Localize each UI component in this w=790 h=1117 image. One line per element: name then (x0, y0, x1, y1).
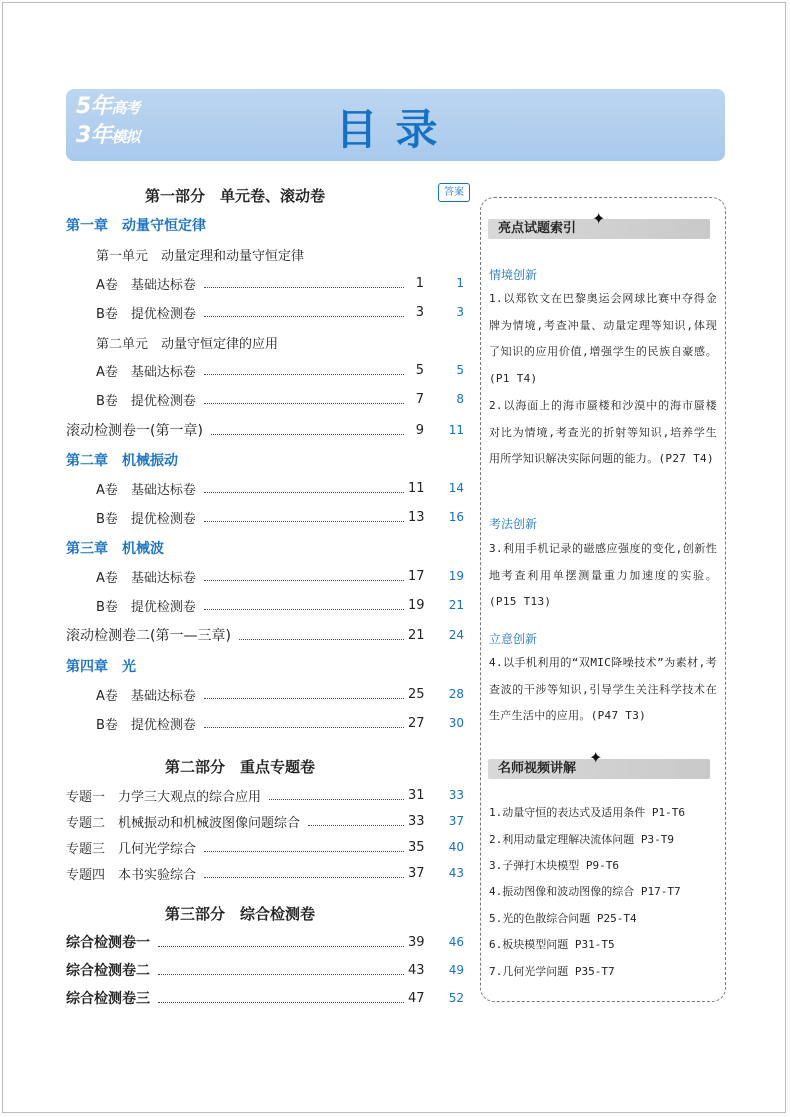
toc-row-exam2[interactable]: 综合检测卷二 43 49 (66, 962, 464, 979)
part3-title: 第三部分 综合检测卷 (165, 905, 316, 923)
answer-tag: 答案 (438, 183, 470, 202)
toc-row-c3b[interactable]: B卷 提优检测卷 19 21 (96, 597, 464, 615)
chapter4-title[interactable]: 第四章 光 (66, 659, 136, 675)
toc-row-c4a[interactable]: A卷 基础达标卷 25 28 (96, 686, 464, 704)
category-concept: 立意创新 (489, 632, 538, 646)
video-item[interactable]: 4.振动图像和波动图像的综合 P17-T7 (489, 885, 681, 898)
video-item[interactable]: 1.动量守恒的表达式及适用条件 P1-T6 (489, 806, 685, 819)
category-method: 考法创新 (489, 517, 538, 531)
highlights-header: 亮点试题索引 (488, 219, 710, 239)
toc-row-u2a[interactable]: A卷 基础达标卷 5 5 (96, 362, 464, 380)
toc-row-u1b[interactable]: B卷 提优检测卷 3 3 (96, 304, 464, 322)
toc-row-topic3[interactable]: 专题三 几何光学综合 35 40 (66, 839, 464, 857)
sparkle-icon: ✦ (592, 209, 606, 228)
header-banner (66, 89, 725, 161)
part2-title: 第二部分 重点专题卷 (165, 758, 316, 776)
highlight-item-2: 2.以海面上的海市蜃楼和沙漠中的海市蜃楼对比为情境,考查光的折射等知识,培养学生用所学知识解决实际问题的能力。(P27 T4) (489, 399, 717, 465)
videos-header: 名师视频讲解 (488, 759, 710, 779)
toc-row-roll2[interactable]: 滚动检测卷二(第一—三章) 21 24 (66, 627, 464, 644)
category-situation: 情境创新 (489, 268, 538, 282)
page-title: 目录 (335, 105, 456, 154)
toc-row-topic4[interactable]: 专题四 本书实验综合 37 43 (66, 865, 464, 883)
video-item[interactable]: 3.子弹打木块模型 P9-T6 (489, 859, 619, 872)
toc-row-c3a[interactable]: A卷 基础达标卷 17 19 (96, 568, 464, 586)
highlight-item-3: 3.利用手机记录的磁感应强度的变化,创新性地考查利用单摆测量重力加速度的实验。(P15 T13) (489, 542, 717, 608)
sparkle-icon: ✦ (589, 748, 603, 767)
unit1-title: 第一单元 动量定理和动量守恒定律 (96, 249, 305, 264)
brand-logo: 5年高考 3年模拟 (76, 94, 140, 148)
video-item[interactable]: 7.几何光学问题 P35-T7 (489, 965, 615, 978)
toc-row-c4b[interactable]: B卷 提优检测卷 27 30 (96, 715, 464, 733)
unit2-title: 第二单元 动量守恒定律的应用 (96, 337, 279, 352)
toc-row-c2a[interactable]: A卷 基础达标卷 11 14 (96, 480, 464, 498)
toc-row-exam1[interactable]: 综合检测卷一 39 46 (66, 934, 464, 951)
video-item[interactable]: 6.板块模型问题 P31-T5 (489, 938, 615, 951)
toc-row-topic1[interactable]: 专题一 力学三大观点的综合应用 31 33 (66, 787, 464, 805)
toc-row-u2b[interactable]: B卷 提优检测卷 7 8 (96, 391, 464, 409)
chapter1-title[interactable]: 第一章 动量守恒定律 (66, 218, 206, 234)
toc-row-exam3[interactable]: 综合检测卷三 47 52 (66, 990, 464, 1007)
toc-row-topic2[interactable]: 专题二 机械振动和机械波图像问题综合 33 37 (66, 813, 464, 831)
toc-row-roll1[interactable]: 滚动检测卷一(第一章) 9 11 (66, 422, 464, 439)
toc-row-u1a[interactable]: A卷 基础达标卷 1 1 (96, 275, 464, 293)
video-item[interactable]: 2.利用动量定理解决流体问题 P3-T9 (489, 833, 674, 846)
video-item[interactable]: 5.光的色散综合问题 P25-T4 (489, 912, 637, 925)
part1-title: 第一部分 单元卷、滚动卷 (145, 187, 326, 205)
chapter2-title[interactable]: 第二章 机械振动 (66, 453, 178, 469)
highlight-item-1: 1.以郑钦文在巴黎奥运会网球比赛中夺得金牌为情境,考查冲量、动量定理等知识,体现了知识的应用价值,增强学生的民族自豪感。(P1 T4) (489, 292, 717, 385)
chapter3-title[interactable]: 第三章 机械波 (66, 541, 164, 557)
toc-row-c2b[interactable]: B卷 提优检测卷 13 16 (96, 509, 464, 527)
highlight-item-4: 4.以手机利用的“双MIC降噪技术”为素材,考查波的干涉等知识,引导学生关注科学技术在生产生活中的应用。(P47 T3) (489, 656, 717, 722)
